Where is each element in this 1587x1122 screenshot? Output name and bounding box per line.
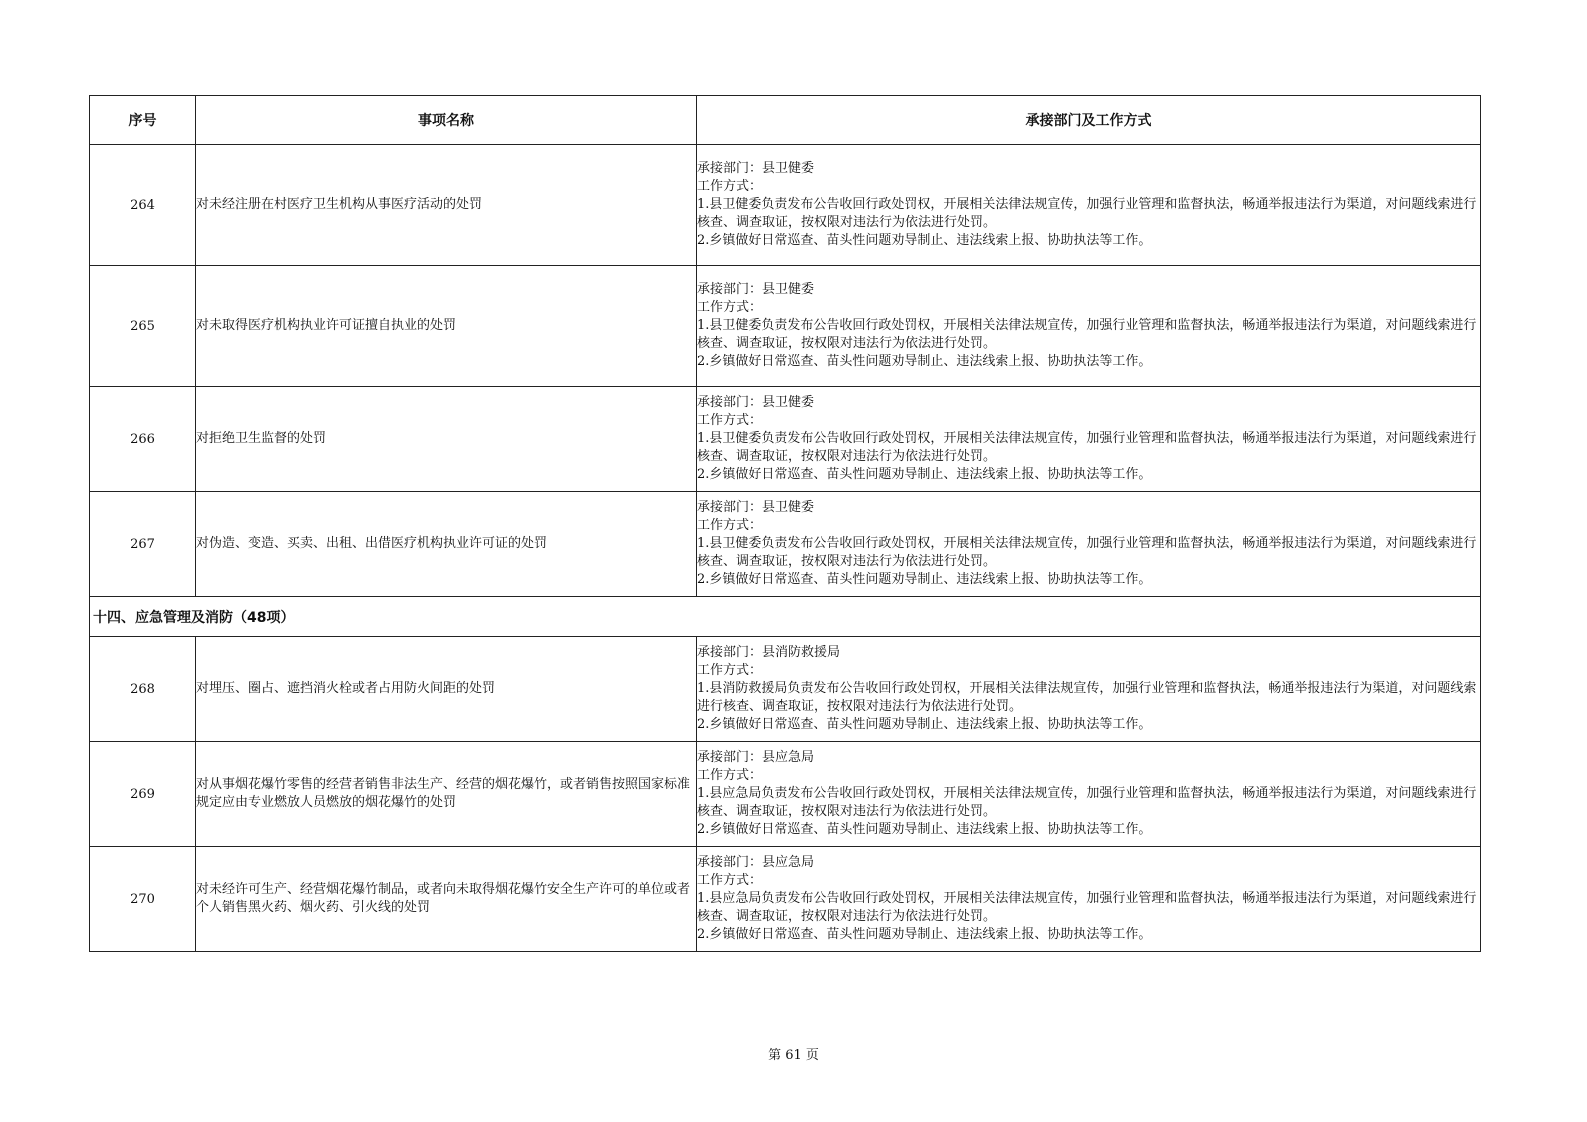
dept-line: 承接部门：县消防救援局	[697, 645, 841, 660]
method-item-1: 1.县卫健委负责发布公告收回行政处罚权，开展相关法律法规宣传，加强行业管理和监督执法，畅通举报违法行为渠道，对问题线索进行核查、调查取证，按权限对违法行为依法进行处罚。	[697, 318, 1477, 351]
row-number: 266	[90, 387, 196, 492]
item-name: 对拒绝卫生监督的处罚	[196, 387, 697, 492]
mode-line: 工作方式：	[697, 518, 763, 533]
method-cell	[697, 387, 1481, 492]
method-item-1: 1.县卫健委负责发布公告收回行政处罚权，开展相关法律法规宣传，加强行业管理和监督执法，畅通举报违法行为渠道，对问题线索进行核查、调查取证，按权限对违法行为依法进行处罚。	[697, 536, 1477, 569]
method-cell	[697, 847, 1481, 952]
dept-line: 承接部门：县卫健委	[697, 395, 815, 410]
method-item-1: 1.县应急局负责发布公告收回行政处罚权，开展相关法律法规宣传，加强行业管理和监督执法，畅通举报违法行为渠道，对问题线索进行核查、调查取证，按权限对违法行为依法进行处罚。	[697, 786, 1477, 819]
method-item-2: 2.乡镇做好日常巡查、苗头性问题劝导制止、违法线索上报、协助执法等工作。	[697, 233, 1152, 248]
item-name: 对未经注册在村医疗卫生机构从事医疗活动的处罚	[196, 145, 697, 266]
row-number: 270	[90, 847, 196, 952]
mode-line: 工作方式：	[697, 300, 763, 315]
item-name: 对伪造、变造、买卖、出租、出借医疗机构执业许可证的处罚	[196, 492, 697, 597]
dept-line: 承接部门：县卫健委	[697, 161, 815, 176]
mode-line: 工作方式：	[697, 768, 763, 783]
row-number: 268	[90, 637, 196, 742]
row-number: 265	[90, 266, 196, 387]
table-row	[90, 847, 1481, 952]
method-item-1: 1.县消防救援局负责发布公告收回行政处罚权，开展相关法律法规宣传，加强行业管理和监督执法，畅通举报违法行为渠道，对问题线索进行核查、调查取证，按权限对违法行为依法进行处罚。	[697, 681, 1477, 714]
dept-line: 承接部门：县卫健委	[697, 282, 815, 297]
method-item-2: 2.乡镇做好日常巡查、苗头性问题劝导制止、违法线索上报、协助执法等工作。	[697, 822, 1152, 837]
row-number: 269	[90, 742, 196, 847]
table-row	[90, 145, 1481, 266]
method-cell	[697, 266, 1481, 387]
method-cell	[697, 637, 1481, 742]
items-table	[89, 95, 1481, 952]
header-num: 序号	[90, 96, 196, 145]
method-item-2: 2.乡镇做好日常巡查、苗头性问题劝导制止、违法线索上报、协助执法等工作。	[697, 467, 1152, 482]
item-name: 对未取得医疗机构执业许可证擅自执业的处罚	[196, 266, 697, 387]
method-item-2: 2.乡镇做好日常巡查、苗头性问题劝导制止、违法线索上报、协助执法等工作。	[697, 354, 1152, 369]
dept-line: 承接部门：县应急局	[697, 750, 815, 765]
method-item-1: 1.县卫健委负责发布公告收回行政处罚权，开展相关法律法规宣传，加强行业管理和监督执法，畅通举报违法行为渠道，对问题线索进行核查、调查取证，按权限对违法行为依法进行处罚。	[697, 431, 1477, 464]
table-row	[90, 387, 1481, 492]
page-number: 第 61 页	[768, 1048, 819, 1063]
table-row	[90, 266, 1481, 387]
header-method: 承接部门及工作方式	[697, 96, 1481, 145]
method-cell	[697, 742, 1481, 847]
method-item-1: 1.县卫健委负责发布公告收回行政处罚权，开展相关法律法规宣传，加强行业管理和监督执法，畅通举报违法行为渠道，对问题线索进行核查、调查取证，按权限对违法行为依法进行处罚。	[697, 197, 1477, 230]
section-title: 十四、应急管理及消防（48项）	[90, 597, 1481, 637]
table-row	[90, 637, 1481, 742]
mode-line: 工作方式：	[697, 179, 763, 194]
mode-line: 工作方式：	[697, 663, 763, 678]
item-name: 对埋压、圈占、遮挡消火栓或者占用防火间距的处罚	[196, 637, 697, 742]
method-item-2: 2.乡镇做好日常巡查、苗头性问题劝导制止、违法线索上报、协助执法等工作。	[697, 717, 1152, 732]
dept-line: 承接部门：县应急局	[697, 855, 815, 870]
header-name: 事项名称	[196, 96, 697, 145]
table-row	[90, 492, 1481, 597]
method-item-1: 1.县应急局负责发布公告收回行政处罚权，开展相关法律法规宣传，加强行业管理和监督执法，畅通举报违法行为渠道，对问题线索进行核查、调查取证，按权限对违法行为依法进行处罚。	[697, 891, 1477, 924]
header-row	[90, 96, 1481, 145]
dept-line: 承接部门：县卫健委	[697, 500, 815, 515]
mode-line: 工作方式：	[697, 413, 763, 428]
table-row	[90, 742, 1481, 847]
section-row	[90, 597, 1481, 637]
row-number: 267	[90, 492, 196, 597]
row-number: 264	[90, 145, 196, 266]
method-item-2: 2.乡镇做好日常巡查、苗头性问题劝导制止、违法线索上报、协助执法等工作。	[697, 927, 1152, 942]
method-item-2: 2.乡镇做好日常巡查、苗头性问题劝导制止、违法线索上报、协助执法等工作。	[697, 572, 1152, 587]
method-cell	[697, 492, 1481, 597]
mode-line: 工作方式：	[697, 873, 763, 888]
item-name: 对未经许可生产、经营烟花爆竹制品，或者向未取得烟花爆竹安全生产许可的单位或者个人销售黑火药、烟火药、引火线的处罚	[196, 847, 697, 952]
item-name: 对从事烟花爆竹零售的经营者销售非法生产、经营的烟花爆竹，或者销售按照国家标准规定应由专业燃放人员燃放的烟花爆竹的处罚	[196, 742, 697, 847]
method-cell	[697, 145, 1481, 266]
